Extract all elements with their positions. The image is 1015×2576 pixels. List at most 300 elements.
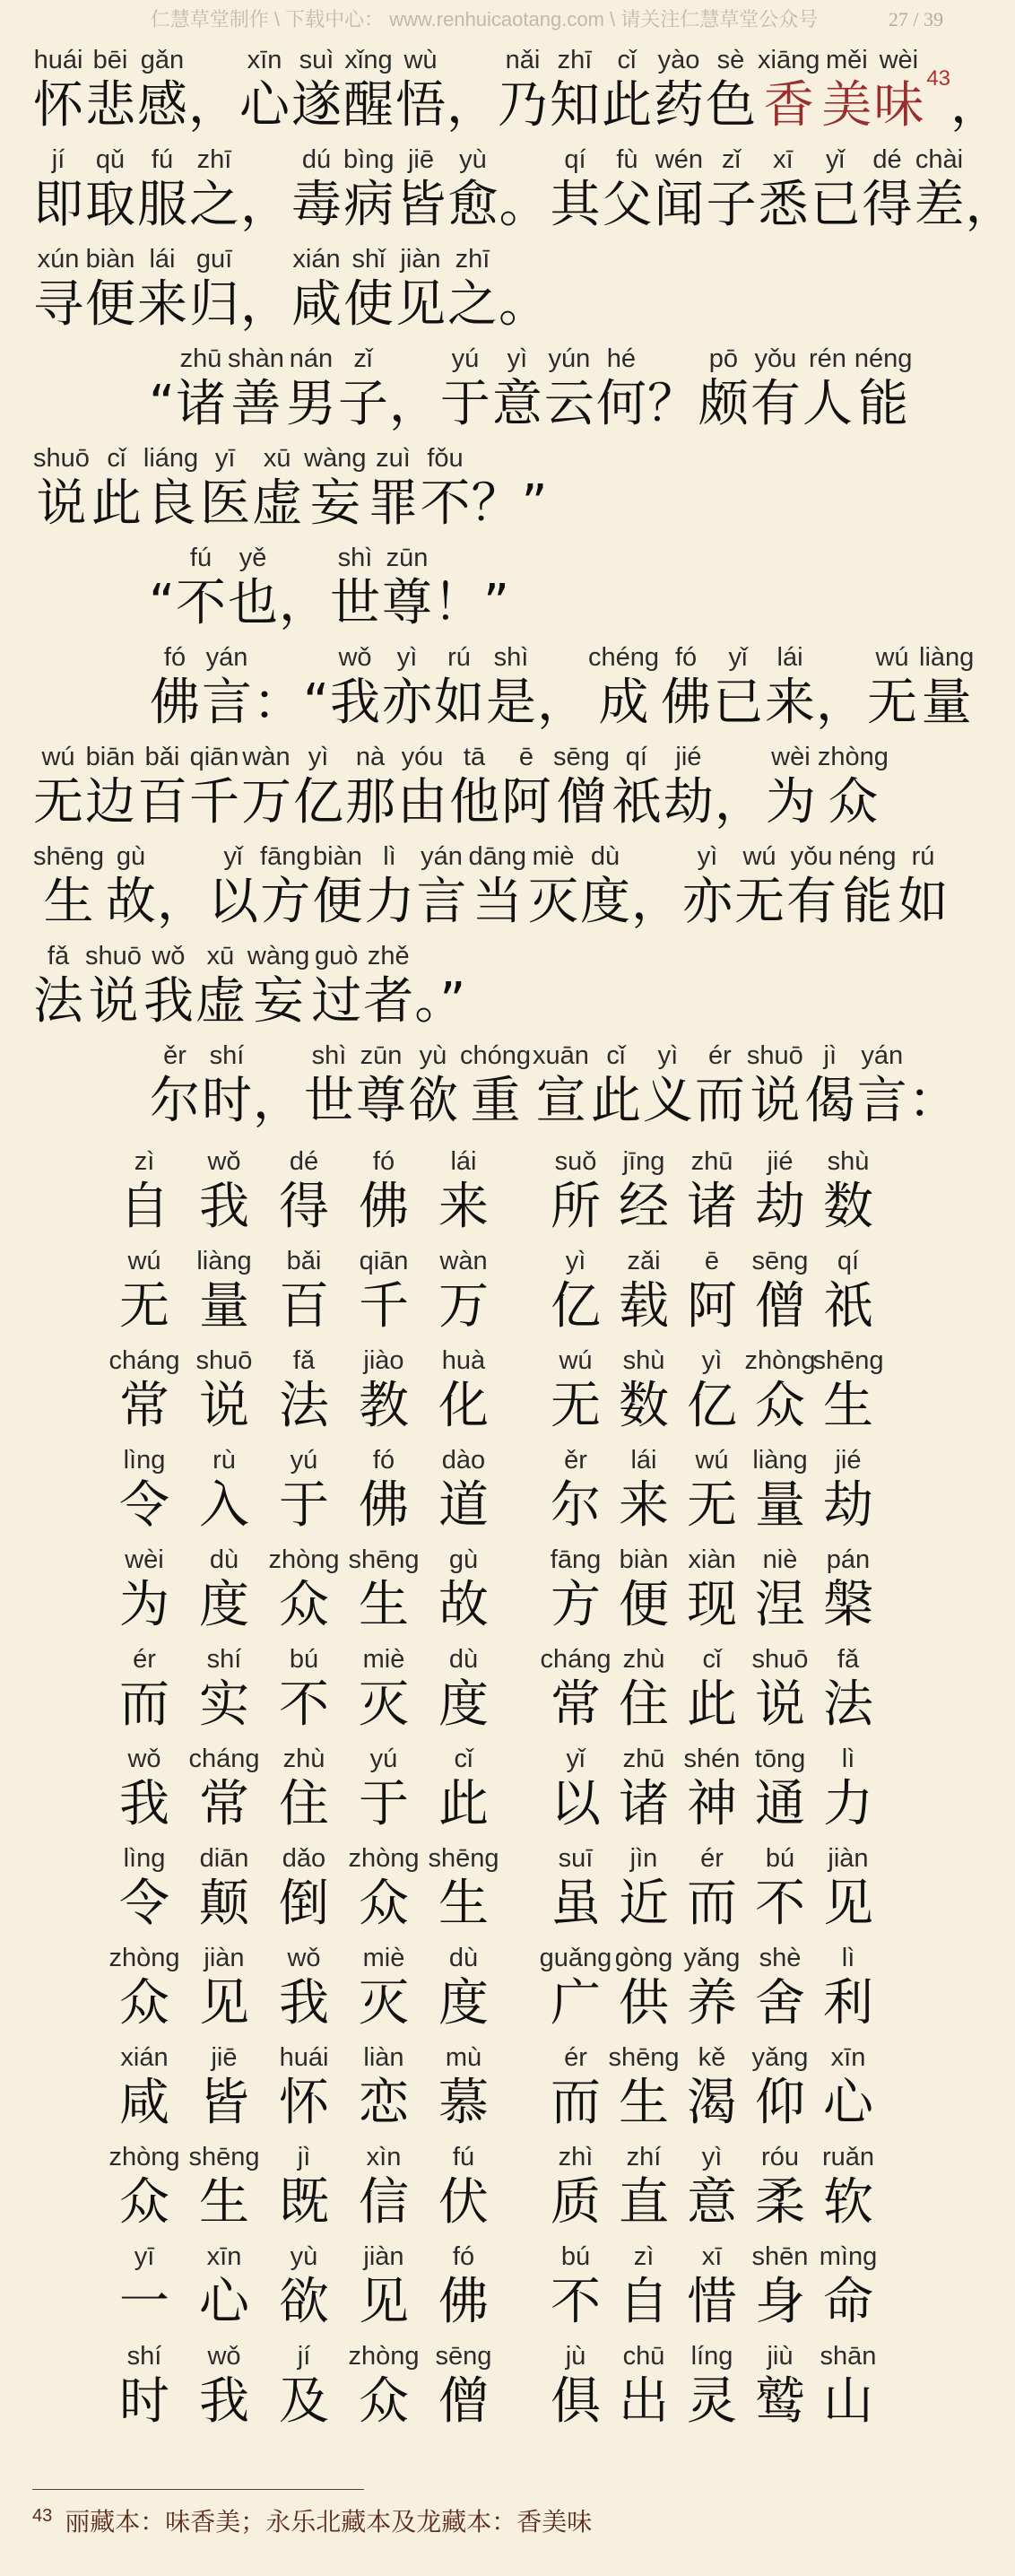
ruby-char [695, 1040, 745, 1131]
ruby-char [431, 1942, 496, 2033]
hanzi: 云 [543, 375, 594, 433]
pinyin: zì [633, 2242, 655, 2271]
hanzi: 差 [914, 176, 965, 234]
ruby-char [492, 343, 542, 434]
ruby-char [611, 1345, 677, 1436]
hanzi: 实 [199, 1675, 249, 1734]
pinyin: yǐ [728, 643, 748, 672]
ruby-char [431, 1643, 496, 1735]
ruby-char [192, 1842, 256, 1934]
ruby-char [611, 1643, 677, 1735]
pinyin: wú [41, 743, 75, 771]
pinyin: jīng [622, 1147, 665, 1176]
verse-left [111, 1245, 497, 1336]
ruby-char [343, 44, 394, 135]
pinyin: yù [459, 145, 487, 174]
pinyin: shuō [195, 1346, 253, 1375]
hanzi: 来 [765, 674, 816, 732]
hanzi: 妄 [253, 972, 304, 1031]
ruby-char [611, 1842, 677, 1934]
pinyin: yǎng [683, 1944, 741, 1972]
hanzi: 说 [750, 1072, 801, 1130]
pinyin: dù [590, 842, 620, 871]
ruby-char [914, 144, 964, 235]
ruby-char [802, 343, 853, 434]
pinyin: zhòng [817, 743, 889, 771]
hanzi: 见 [359, 2273, 409, 2331]
hanzi: 近 [619, 1875, 669, 1933]
ruby-char [431, 2041, 496, 2133]
pinyin: shēng [812, 1346, 884, 1375]
hanzi: 如 [898, 873, 949, 931]
hanzi: 罪 [368, 474, 419, 533]
hanzi: 此 [602, 76, 652, 135]
ruby-char [679, 2241, 745, 2332]
pinyin: yǎng [751, 2043, 809, 2072]
pinyin: huà [441, 1346, 486, 1375]
hanzi: 涅 [755, 1576, 805, 1634]
ruby-char [85, 940, 142, 1031]
hanzi: 见 [395, 275, 446, 334]
ruby-char [272, 1842, 336, 1934]
verse-left [111, 1444, 497, 1536]
punctuation: ， [714, 773, 765, 831]
ruby-char [195, 940, 246, 1031]
pinyin: ruǎn [821, 2143, 875, 2171]
hanzi: 惜 [687, 2273, 737, 2331]
ruby-char [679, 1444, 745, 1536]
pinyin: jiào [363, 1346, 404, 1375]
punctuation: ？ [646, 375, 698, 433]
hanzi: 佛 [359, 1178, 409, 1236]
pinyin: shuō [746, 1041, 803, 1070]
ruby-char [679, 1842, 745, 1934]
pinyin: qǔ [95, 145, 126, 174]
pinyin: shè [759, 1944, 802, 1972]
hanzi: 令 [119, 1875, 169, 1933]
ruby-char [85, 243, 135, 335]
hanzi: 僧 [438, 2372, 489, 2431]
pinyin: yóu [401, 743, 444, 771]
ruby-char [533, 1040, 589, 1131]
ruby-char [815, 2340, 881, 2432]
pinyin: suì [299, 46, 334, 74]
pinyin: shuō [33, 444, 90, 473]
punctuation: ， [253, 1072, 303, 1130]
hanzi: 美 [821, 76, 872, 135]
ruby-char [810, 144, 860, 235]
punctuation: ， [388, 375, 439, 433]
ruby-char [382, 641, 432, 733]
pinyin: dù [448, 1944, 479, 1972]
ruby-char [202, 1040, 252, 1131]
ruby-char [395, 144, 446, 235]
hanzi: 以 [551, 1775, 601, 1833]
hanzi: 欲 [279, 2273, 329, 2331]
hanzi: 时 [119, 2372, 169, 2431]
hanzi: 利 [823, 1974, 873, 2032]
ruby-char [818, 741, 889, 832]
pinyin: rù [213, 1446, 236, 1475]
ruby-char [611, 1145, 677, 1237]
punctuation: 。 [499, 275, 549, 334]
pinyin: xīn [830, 2043, 866, 2072]
pinyin: yī [214, 444, 236, 473]
text-line [32, 733, 938, 832]
hanzi: 佛 [661, 674, 712, 732]
hanzi: 生 [823, 1377, 873, 1435]
hanzi: 颇 [698, 375, 749, 433]
verse-left [111, 1145, 497, 1237]
hanzi: 知 [550, 76, 600, 135]
ruby-char [200, 442, 250, 534]
hanzi: 虚 [195, 972, 246, 1031]
ruby-char [682, 840, 733, 932]
ruby-char [431, 1245, 496, 1336]
ruby-char [468, 840, 526, 932]
punctuation: ， [965, 176, 1015, 234]
hanzi: 令 [119, 1476, 169, 1535]
hanzi: 我 [279, 1974, 329, 2032]
hanzi: 法 [33, 972, 83, 1031]
ruby-char [330, 641, 380, 733]
hanzi: 灭 [359, 1675, 409, 1734]
hanzi: 诸 [176, 375, 227, 433]
ruby-char [643, 1040, 693, 1131]
pinyin: cǐ [617, 46, 637, 74]
pinyin: cǐ [454, 1745, 473, 1773]
ruby-char [862, 144, 912, 235]
ruby-char [765, 641, 815, 733]
pinyin: lì [841, 1944, 855, 1972]
hanzi: 得 [862, 176, 913, 234]
ruby-char [108, 1942, 180, 2033]
ruby-char [192, 1345, 256, 1436]
pinyin: sēng [553, 743, 610, 771]
text-line [32, 932, 938, 1031]
ruby-char [919, 641, 974, 733]
ruby-char [192, 1444, 256, 1536]
punctuation: “ [149, 375, 176, 433]
hanzi: 灭 [527, 873, 578, 931]
ruby-char [348, 1842, 420, 1934]
hanzi: 所 [551, 1178, 601, 1236]
hanzi: 来 [137, 275, 187, 334]
hanzi: 世 [304, 1072, 354, 1130]
hanzi: 而 [694, 1072, 745, 1130]
ruby-char [192, 1145, 256, 1237]
hanzi: 力 [364, 873, 415, 931]
pinyin: yǒu [754, 344, 797, 373]
hanzi: 度 [438, 1974, 489, 2032]
ruby-char [176, 542, 226, 633]
pinyin: qí [837, 1247, 860, 1275]
verse-left [111, 2041, 497, 2133]
pinyin: yǐ [825, 145, 845, 174]
pinyin: wú [695, 1446, 729, 1475]
ruby-char [351, 1245, 416, 1336]
pinyin: liàng [196, 1247, 252, 1275]
hanzi: 不 [420, 474, 471, 533]
ruby-char [542, 2340, 609, 2432]
ruby-char [744, 1345, 816, 1436]
pinyin: huái [279, 2043, 329, 2072]
hanzi: 既 [279, 2173, 329, 2232]
hanzi: 味 [873, 76, 924, 135]
pinyin: wù [403, 46, 438, 74]
ruby-char [345, 741, 395, 832]
ruby-char [208, 840, 258, 932]
hanzi: 阿 [501, 773, 551, 831]
ruby-char [838, 840, 897, 932]
ruby-char [540, 1643, 612, 1735]
page-header [0, 0, 968, 39]
pinyin: zūn [360, 1041, 403, 1070]
pinyin: yǐ [566, 1745, 586, 1773]
verse-right [539, 1942, 882, 2033]
pinyin: xìn [366, 2143, 402, 2171]
ruby-char [304, 1040, 354, 1131]
hanzi: 量 [199, 1277, 249, 1336]
ruby-char [228, 542, 278, 633]
hanzi: 他 [449, 773, 499, 831]
verse-row [32, 1336, 938, 1436]
hanzi: 质 [551, 2173, 601, 2232]
pinyin: shí [206, 1645, 242, 1674]
pinyin: bú [765, 1844, 795, 1873]
hanzi: 故 [106, 873, 157, 931]
hanzi: 尊 [382, 574, 433, 632]
ruby-char [786, 840, 837, 932]
pinyin: gǎn [140, 46, 185, 74]
ruby-char [382, 542, 432, 633]
ruby-char [112, 2241, 177, 2332]
hanzi: 无 [867, 674, 918, 732]
hanzi: 当 [472, 873, 523, 931]
hanzi: 其 [550, 176, 601, 234]
ruby-char [747, 1842, 813, 1934]
hanzi: 方 [551, 1576, 601, 1634]
hanzi: 身 [755, 2273, 805, 2331]
hanzi: 悟 [395, 76, 446, 135]
ruby-char [33, 243, 83, 335]
pinyin: yì [701, 2143, 723, 2171]
ruby-char [189, 243, 239, 335]
pinyin: guò [315, 942, 359, 970]
hanzi: 经 [619, 1178, 669, 1236]
hanzi: 亿 [293, 773, 343, 831]
hanzi: 诸 [619, 1775, 669, 1833]
pinyin: xīn [247, 46, 282, 74]
pinyin: shēng [33, 842, 105, 871]
pinyin: zhū [690, 1147, 733, 1176]
text-line [32, 1031, 959, 1131]
verse-row [32, 2232, 938, 2332]
hanzi: 舍 [755, 1974, 805, 2032]
ruby-char [815, 1444, 881, 1536]
hanzi: 之 [189, 176, 239, 234]
hanzi: 无 [551, 1377, 601, 1435]
hanzi: 香 [763, 76, 814, 135]
hanzi: 入 [199, 1476, 249, 1535]
footnote-number: 43 [32, 2505, 53, 2526]
ruby-char [33, 840, 104, 932]
pinyin: jù [565, 2342, 586, 2371]
ruby-char [431, 1743, 496, 1834]
ruby-char [747, 1040, 803, 1131]
ruby-char [611, 1544, 677, 1635]
ruby-char [112, 1145, 177, 1237]
pinyin: jiàn [400, 245, 441, 274]
ruby-char [286, 343, 336, 434]
hanzi: 我 [199, 1178, 249, 1236]
hanzi: 子 [706, 176, 757, 234]
hanzi: 无 [687, 1476, 737, 1535]
ruby-char [369, 442, 419, 534]
hanzi: 于 [359, 1775, 409, 1833]
hanzi: 慕 [438, 2074, 489, 2132]
pinyin: tā [463, 743, 486, 771]
hanzi: 力 [823, 1775, 873, 1833]
pinyin: yì [565, 1247, 586, 1275]
ruby-char [108, 1345, 180, 1436]
ruby-char [815, 1842, 881, 1934]
hanzi: 亦 [681, 873, 733, 931]
hanzi: 软 [823, 2173, 873, 2232]
hanzi: 咸 [119, 2074, 169, 2132]
ruby-char [356, 1040, 406, 1131]
hanzi: 那 [345, 773, 395, 831]
pinyin: zì [134, 1147, 155, 1176]
hanzi: 住 [279, 1775, 329, 1833]
footnote-divider [32, 2489, 364, 2490]
pinyin: jié [767, 1147, 794, 1176]
ruby-char [112, 1643, 177, 1735]
pinyin: jì [297, 2143, 311, 2171]
pinyin: fāng [550, 1545, 602, 1574]
ruby-char [304, 442, 366, 534]
ruby-char [272, 2340, 336, 2432]
hanzi: 说 [88, 972, 139, 1031]
ruby-char [272, 2241, 336, 2332]
hanzi: 于 [279, 1476, 329, 1535]
hanzi: 善 [230, 375, 282, 433]
hanzi: 众 [359, 2372, 409, 2431]
pinyin: biàn [313, 842, 362, 871]
pinyin: wǒ [287, 1944, 321, 1972]
ruby-char [498, 44, 548, 135]
hanzi: 愈 [447, 176, 499, 234]
hanzi: 尊 [356, 1072, 406, 1130]
ruby-char [176, 343, 226, 434]
pinyin: xiàn [688, 1545, 736, 1574]
punctuation: ， [950, 76, 1002, 135]
hanzi: 人 [802, 375, 853, 433]
pinyin: guǎng [539, 1944, 612, 1972]
hanzi: 寻 [33, 275, 83, 334]
pinyin: pō [708, 344, 739, 373]
ruby-char [602, 44, 652, 135]
footnote-ref[interactable]: 43 [926, 66, 951, 91]
pinyin: shí [126, 2342, 162, 2371]
pinyin: bǎi [286, 1247, 322, 1275]
footnote [32, 2502, 592, 2538]
pinyin: wén [655, 145, 704, 174]
pinyin: yú [290, 1446, 318, 1475]
ruby-char [428, 1842, 499, 1934]
pinyin: suī [558, 1844, 594, 1873]
pinyin: bú [289, 1645, 319, 1674]
pinyin: fú [151, 145, 174, 174]
pinyin: wàng [247, 942, 310, 970]
pinyin: jiàn [363, 2242, 404, 2271]
ruby-char [241, 741, 291, 832]
verse-right [542, 1345, 882, 1436]
ruby-char [747, 1444, 813, 1536]
ruby-char [679, 1643, 745, 1735]
punctuation: ： [253, 674, 303, 732]
pinyin: fó [452, 2242, 475, 2271]
hanzi: 此 [590, 1072, 641, 1130]
pinyin: miè [362, 1944, 405, 1972]
pinyin: wǒ [152, 942, 186, 970]
hanzi: 常 [551, 1675, 601, 1734]
hanzi: 重 [470, 1072, 521, 1130]
hanzi: 颠 [199, 1875, 249, 1933]
pinyin: kě [698, 2043, 726, 2072]
pinyin: fǒu [427, 444, 464, 473]
ruby-char [252, 442, 302, 534]
pinyin: shí [209, 1041, 245, 1070]
pinyin: gù [448, 1545, 479, 1574]
pinyin: yán [861, 1041, 904, 1070]
ruby-char [654, 144, 704, 235]
ruby-char [351, 2241, 416, 2332]
hanzi: 自 [619, 2273, 669, 2331]
ruby-char [679, 2041, 745, 2133]
verse-right [542, 1743, 882, 1834]
ruby-char [112, 2340, 177, 2432]
ruby-char [747, 2141, 813, 2232]
pinyin: mù [445, 2043, 482, 2072]
ruby-char [542, 2241, 609, 2332]
verse-row [32, 1137, 938, 1237]
pinyin: pán [826, 1545, 871, 1574]
ruby-char [434, 641, 484, 733]
ruby-char [611, 2340, 677, 2432]
pinyin: jiàn [204, 1944, 245, 1972]
pinyin: dào [441, 1446, 486, 1475]
hanzi: 说 [36, 474, 87, 533]
pinyin: cǐ [107, 444, 126, 473]
hanzi: 不 [176, 574, 227, 632]
text-line [32, 335, 938, 434]
ruby-char [815, 2141, 881, 2232]
pinyin: lì [841, 1745, 855, 1773]
verse-right [542, 2241, 882, 2332]
hanzi: 佛 [150, 674, 200, 732]
pinyin: fó [372, 1147, 395, 1176]
pinyin: xī [701, 2242, 723, 2271]
pinyin: sēng [751, 1247, 809, 1275]
ruby-char [272, 1942, 336, 2033]
pinyin: zhòng [744, 1346, 816, 1375]
punctuation: ， [630, 873, 681, 931]
verse-left [111, 2241, 497, 2332]
ruby-char [112, 1245, 177, 1336]
punctuation: “ [149, 574, 176, 632]
hanzi: 见 [823, 1875, 873, 1933]
